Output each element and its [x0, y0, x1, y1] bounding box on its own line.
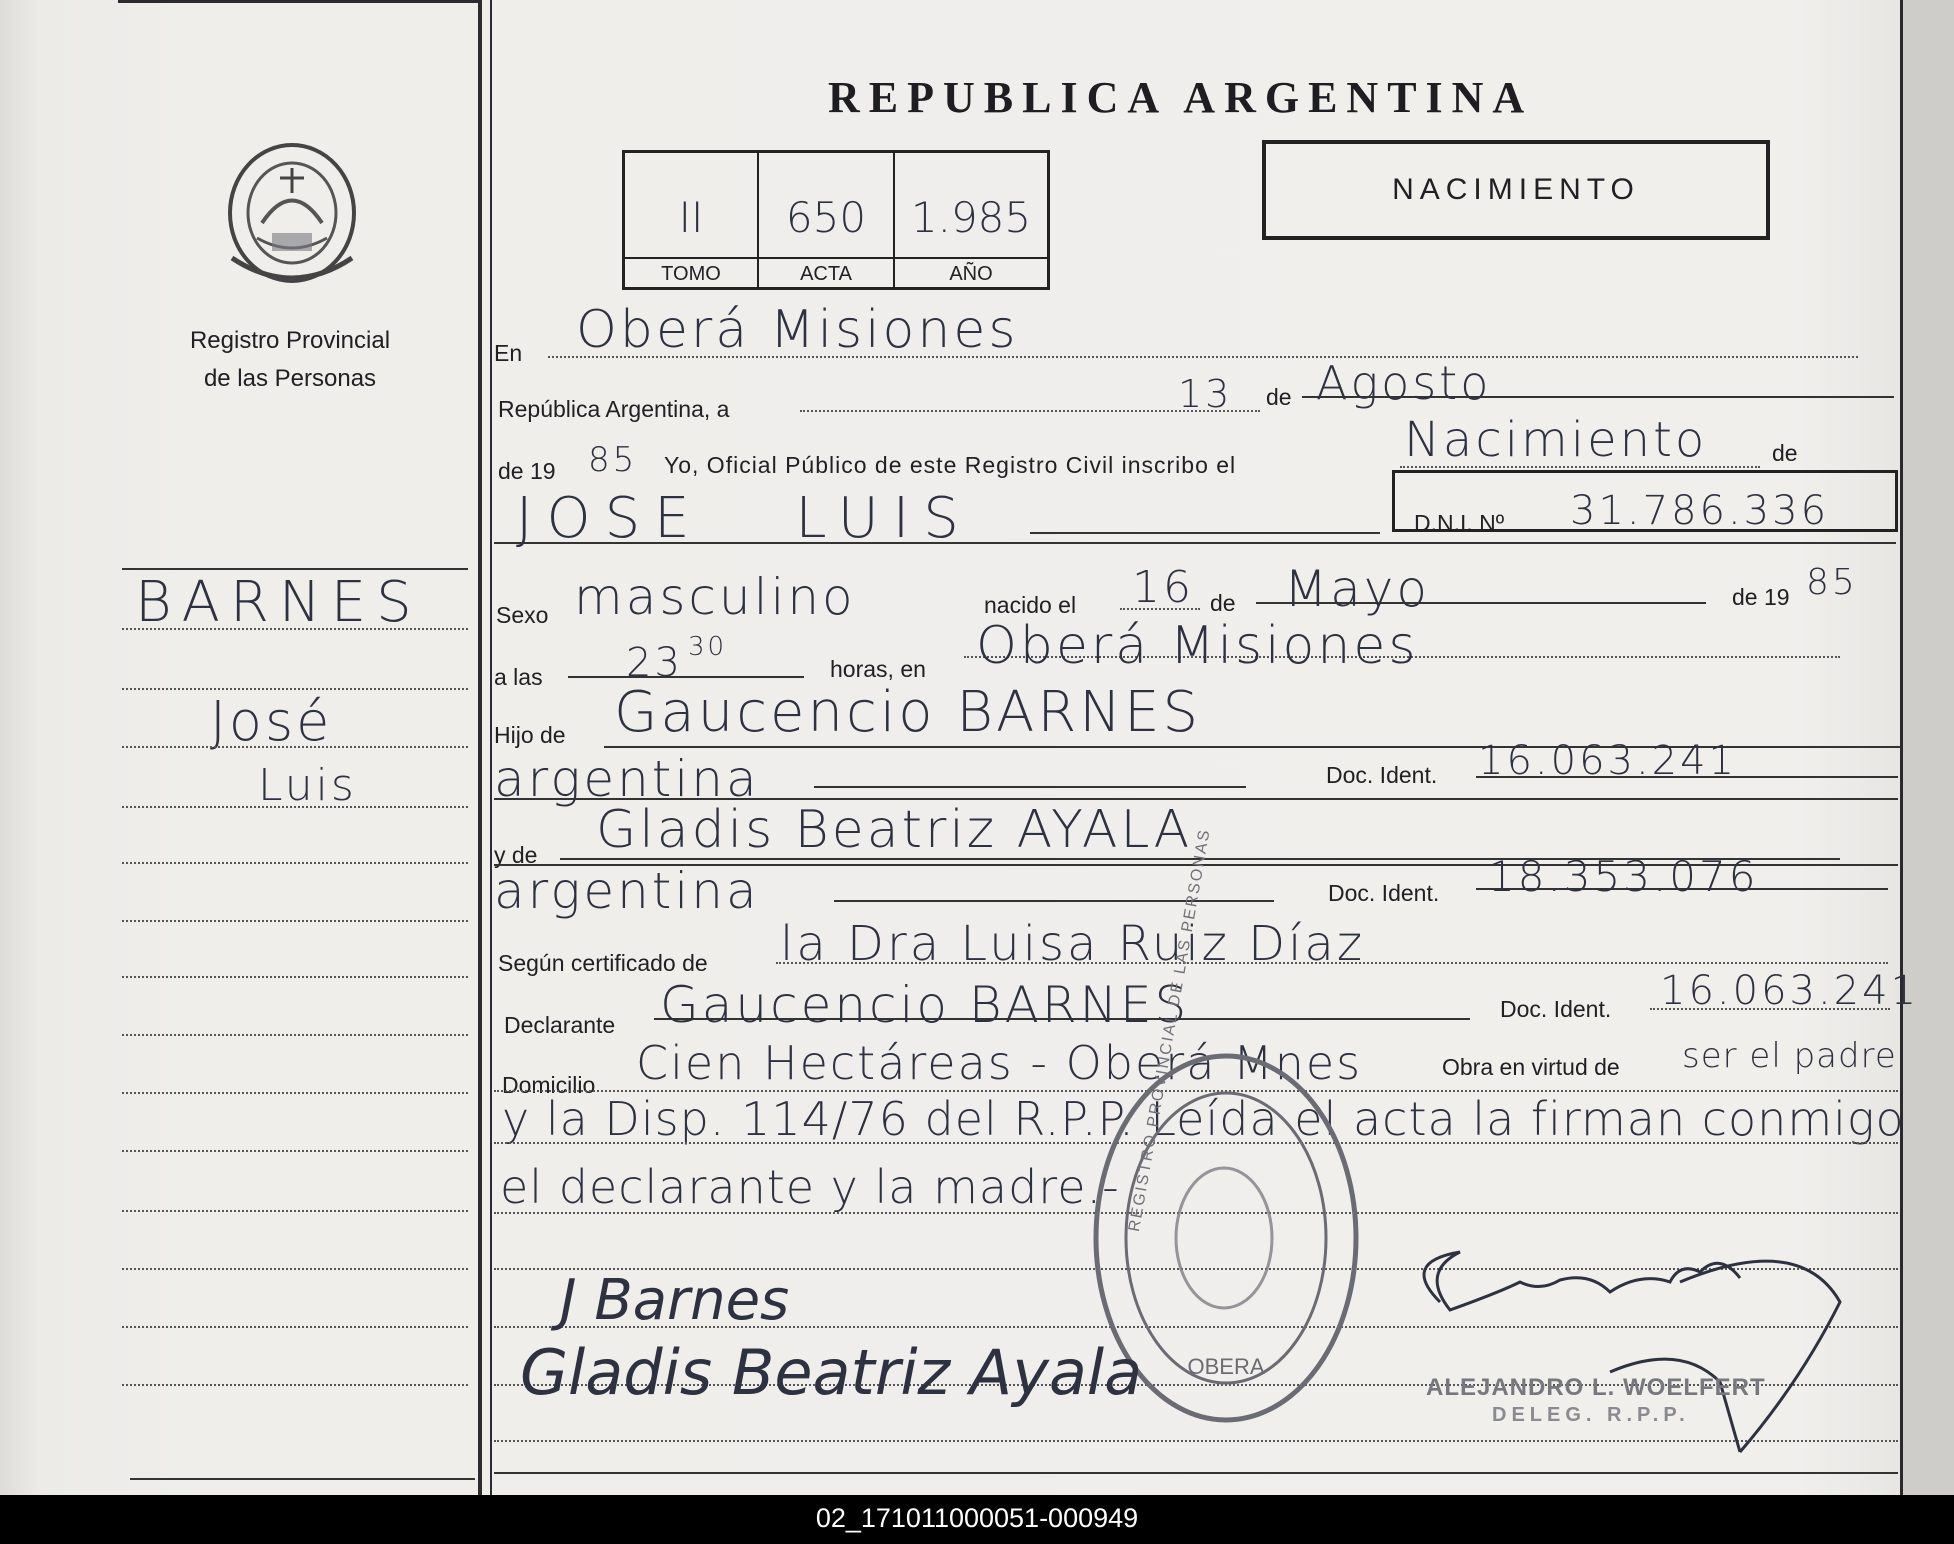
margin-rule [122, 1326, 468, 1328]
hijo-label: Hijo de [494, 722, 566, 748]
month-value: Agosto [1316, 356, 1492, 410]
father-doc: 16.063.241 [1478, 738, 1738, 784]
horas-label: horas, en [830, 656, 926, 682]
declarante-label: Declarante [504, 1012, 616, 1038]
declarante-value: Gaucencio BARNES [660, 976, 1190, 1034]
alas-label: a las [494, 664, 543, 690]
dni-label: D.N.I. Nº [1414, 510, 1505, 536]
file-id-bar: 02_171011000051-000949 [0, 1495, 1954, 1544]
margin-rule [122, 976, 468, 978]
margin-divider [478, 0, 482, 1495]
registry-line2: de las Personas [203, 365, 377, 392]
ano-label: AÑO [895, 257, 1047, 286]
mother-doc: 18.353.076 [1488, 852, 1759, 901]
nacido-label: nacido el [984, 592, 1077, 618]
minute-value: 30 [688, 632, 728, 662]
officer-name: ALEJANDRO L. WOELFERT [1426, 1374, 1766, 1401]
birth-place: Oberá Misiones [976, 616, 1419, 676]
ano-cell [895, 153, 1047, 287]
birth-day: 16 [1132, 562, 1194, 613]
acta-label: ACTA [759, 257, 893, 286]
officer-role: DELEG. R.P.P. [1492, 1404, 1690, 1426]
de19-label2: de 19 [1732, 584, 1790, 610]
margin-surname: BARNES [135, 570, 422, 635]
de-label2: de [1772, 440, 1798, 466]
father-nationality: argentina [494, 750, 760, 808]
yde-label: y de [494, 842, 538, 868]
birth-year: 85 [1806, 562, 1858, 603]
margin-rule [122, 688, 468, 690]
mother-name: Gladis Beatriz AYALA [596, 800, 1193, 860]
line [568, 676, 804, 678]
page-edge [1900, 0, 1954, 1495]
margin-rule [122, 628, 468, 630]
ano-value: 1.985 [910, 193, 1032, 242]
oficial-text: Yo, Oficial Público de este Registro Civil inscribo el [664, 452, 1237, 478]
margin-rule [122, 1210, 468, 1212]
de19-label: de 19 [498, 458, 556, 484]
line [494, 542, 1896, 544]
tomo-value: II [678, 193, 704, 242]
margin-rule [122, 806, 468, 808]
father-name: Gaucencio BARNES [614, 680, 1202, 745]
doc-label3: Doc. Ident. [1500, 996, 1612, 1022]
day-value: 13 [1178, 372, 1233, 416]
line [1030, 532, 1380, 534]
signature-mother: Gladis Beatriz Ayala [520, 1336, 1143, 1409]
line [814, 786, 1246, 788]
cert-value: la Dra Luisa Ruiz Díaz [780, 916, 1366, 972]
en-value: Oberá Misiones [576, 300, 1019, 360]
top-border [118, 0, 478, 3]
province-seal-icon [222, 138, 362, 288]
name-value: JOSE LUIS [516, 486, 973, 551]
acta-cell [759, 153, 895, 287]
line [834, 900, 1274, 902]
country-title: REPUBLICA ARGENTINA [828, 73, 1534, 122]
dni-value: 31.786.336 [1570, 488, 1830, 534]
event-value: Nacimiento [1404, 412, 1708, 468]
bottom-rule [494, 1472, 1898, 1474]
mother-nationality: argentina [494, 862, 760, 920]
birth-month: Mayo [1284, 560, 1430, 618]
record-number-table [622, 150, 1050, 290]
registry-name [150, 322, 430, 398]
obra-value: ser el padre [1682, 1036, 1897, 1076]
year-value: 85 [588, 440, 638, 480]
obra-label: Obra en virtud de [1442, 1054, 1620, 1080]
sexo-value: masculino [574, 568, 856, 626]
margin-rule [122, 1384, 468, 1386]
registry-line1: Registro Provincial [189, 327, 391, 354]
margin-rule [122, 1092, 468, 1094]
declarante-doc: 16.063.241 [1660, 968, 1920, 1014]
de-label3: de [1210, 590, 1236, 616]
en-label: En [494, 340, 523, 366]
margin-given1: José [210, 690, 333, 753]
doc-label1: Doc. Ident. [1326, 762, 1438, 788]
doc-label2: Doc. Ident. [1328, 880, 1440, 906]
tomo-cell [625, 153, 759, 287]
signature-declarante: J Barnes [560, 1268, 790, 1333]
margin-rule [122, 568, 468, 570]
text-line-b: el declarante y la madre.- [500, 1160, 1120, 1214]
hour-value: 23 [626, 640, 683, 686]
margin-rule [122, 1034, 468, 1036]
margin-given2: Luis [258, 760, 357, 811]
stamp-text: REGISTRO PROVINCIAL DE LAS PERSONAS [1126, 827, 1214, 1233]
segun-label: Según certificado de [498, 950, 708, 976]
text-line-a: y la Disp. 114/76 del R.P.P. Leída el acta la firman conmigo [502, 1092, 1905, 1146]
stamp-city: OBERA [1187, 1354, 1265, 1379]
margin-rule [130, 1478, 475, 1480]
acta-value: 650 [785, 193, 867, 242]
certificate-type: NACIMIENTO [1262, 140, 1770, 240]
de-label: de [1266, 384, 1292, 410]
margin-rule [122, 746, 468, 748]
margin-rule [122, 1150, 468, 1152]
domicilio-label: Domicilio [502, 1072, 596, 1098]
domicilio-value: Cien Hectáreas - Oberá Mnes [636, 1036, 1363, 1090]
margin-rule [122, 862, 468, 864]
margin-rule [122, 920, 468, 922]
margin-divider-inner [490, 0, 492, 1495]
republica-label: República Argentina, a [498, 396, 730, 422]
tomo-label: TOMO [625, 257, 757, 286]
margin-rule [122, 1268, 468, 1270]
sexo-label: Sexo [496, 602, 549, 628]
